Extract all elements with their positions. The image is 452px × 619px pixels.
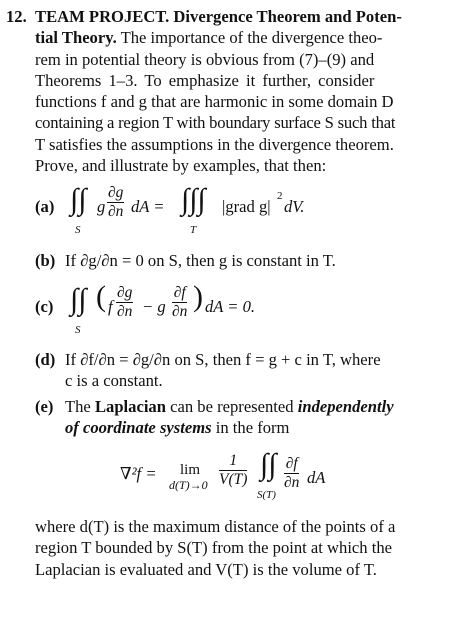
problem-title-line2: tial Theory. (35, 28, 117, 48)
part-c-label: (c) (35, 297, 54, 316)
intro-line-2 (6, 27, 412, 48)
part-e-text-mid: can be represented (165, 397, 298, 416)
part-d (35, 349, 412, 392)
part-d-text-1: If ∂f/∂n = ∂g/∂n on S, then f = g + c in T, where (65, 350, 381, 369)
laplacian-lhs: ∇²f = (120, 464, 157, 483)
intro-line-6: containing a region T with boundary surface S such that (35, 113, 396, 133)
dg-dn-fraction (107, 184, 124, 221)
intro-line-5: functions f and g that are harmonic in some domain D (35, 92, 394, 112)
f-variable: f (108, 297, 113, 316)
coordinate-systems-term: of coordinate systems (65, 418, 212, 438)
dA-equals-zero: dA = 0. (205, 297, 256, 316)
limit-operator: lim (180, 462, 201, 478)
dA-term: dA (307, 468, 326, 487)
surface-subscript: S (75, 224, 81, 236)
double-integral-sign: ∫∫ (70, 183, 87, 216)
laplacian-term: Laplacian (94, 397, 166, 416)
df-dn-fraction (172, 284, 187, 321)
fraction-denominator: ∂n (172, 303, 188, 320)
one-over-volume-fraction (219, 452, 247, 489)
problem-intro (6, 6, 412, 176)
g-variable: g (97, 197, 106, 216)
df-dn-fraction (284, 455, 299, 492)
part-d-line-1 (35, 349, 412, 370)
surface-subscript: S (75, 324, 81, 336)
dA-equals: dA = (131, 197, 165, 216)
intro-line-1 (6, 6, 412, 27)
part-b-label: (b) (35, 251, 56, 270)
independently-term: independently (297, 397, 394, 416)
limit-subscript: d(T)→0 (169, 478, 208, 492)
part-e-label: (e) (35, 397, 54, 416)
fraction-numerator: 1 (219, 452, 247, 471)
fraction-denominator: ∂n (284, 474, 300, 491)
fraction-denominator: ∂n (117, 303, 133, 320)
part-e-text-post: in the form (211, 418, 290, 438)
double-integral-sign: ∫∫ (260, 448, 277, 481)
right-paren: ) (193, 280, 203, 313)
intro-line-8: Prove, and illustrate by examples, that then: (35, 156, 327, 176)
closing-line-2: region T bounded by S(T) from the point at which the (35, 538, 393, 558)
part-b (35, 250, 412, 271)
surface-subscript: S(T) (257, 489, 276, 501)
part-e-line-2 (35, 417, 412, 438)
square-exponent: 2 (277, 190, 283, 202)
grad-g-magnitude: |grad g| (222, 197, 271, 216)
dg-dn-fraction (116, 284, 133, 321)
triple-integral-sign: ∫∫∫ (181, 183, 206, 216)
left-paren: ( (96, 280, 106, 313)
closing-line-3: Laplacian is evaluated and V(T) is the volume of T. (35, 559, 377, 579)
dV-term: dV. (284, 197, 305, 216)
fraction-numerator: ∂f (173, 284, 186, 301)
fraction-numerator: ∂g (117, 284, 133, 301)
fraction-denominator: ∂n (108, 203, 124, 220)
part-d-label: (d) (35, 350, 56, 369)
part-a-label: (a) (35, 197, 55, 216)
problem-number: 12. (6, 7, 27, 26)
intro-text-l2: The importance of the divergence theo- (120, 28, 383, 48)
intro-line-7: T satisfies the assumptions in the divergence theorem. (35, 134, 394, 154)
intro-line-3: rem in potential theory is obvious from (7)–(9) and (35, 49, 375, 69)
closing-paragraph (35, 516, 412, 580)
closing-line-1: where d(T) is the maximum distance of the points of a (35, 517, 396, 536)
minus-g: − g (142, 297, 166, 316)
region-subscript: T (190, 224, 197, 236)
part-e (35, 396, 412, 439)
part-d-line-2: c is a constant. (65, 371, 163, 391)
double-integral-sign: ∫∫ (70, 283, 87, 316)
intro-line-4: Theorems 1–3. To emphasize it further, consider (35, 70, 375, 90)
problem-title-line1: TEAM PROJECT. Divergence Theorem and Poten- (35, 7, 402, 26)
part-b-text: If ∂g/∂n = 0 on S, then g is constant in T. (65, 251, 336, 270)
fraction-denominator: V(T) (219, 471, 248, 488)
fraction-numerator: ∂g (108, 184, 124, 201)
fraction-numerator: ∂f (285, 455, 298, 472)
part-e-text-pre: The (65, 397, 95, 416)
part-e-line-1 (35, 396, 412, 417)
